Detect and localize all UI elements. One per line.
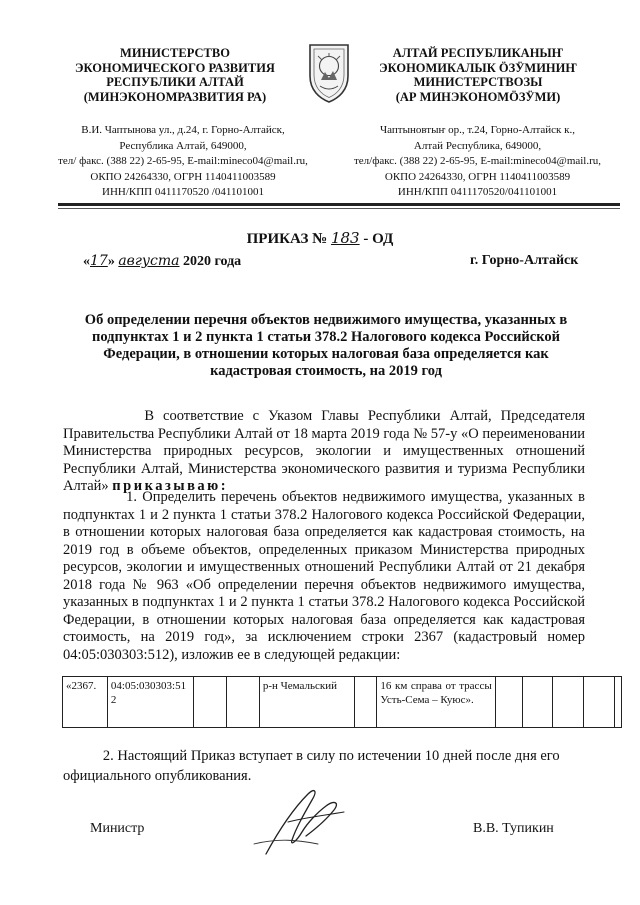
table-cell: [227, 677, 260, 728]
address-line: тел/ факс. (388 22) 2-65-95, E-mail:mineco04@mail.ru,: [58, 155, 308, 167]
address-line: ИНН/КПП 0411170520/041101001: [397, 186, 558, 198]
address-line: Республика Алтай, 649000,: [119, 139, 247, 152]
order-day: 17: [90, 253, 108, 269]
order-date-mid: »: [107, 254, 119, 269]
table-cell-location: 16 км справа от трассы Усть-Сема – Куюс».: [377, 677, 495, 728]
table-cell-district: р-н Чемальский: [259, 677, 354, 728]
preamble-paragraph: [63, 408, 585, 496]
letterhead-left-line: (МИНЭКОНОМРАЗВИТИЯ РА): [83, 89, 267, 104]
address-left: [52, 123, 314, 201]
address-line: ОКПО 24264330, ОГРН 1140411003589: [384, 170, 571, 183]
table-row: [63, 677, 622, 728]
table-cell: [194, 677, 227, 728]
order-title-prefix: ПРИКАЗ №: [246, 231, 331, 247]
address-line: ОКПО 24264330, ОГРН 1140411003589: [90, 170, 276, 183]
order-date-open: «: [83, 254, 90, 269]
address-line: В.И. Чаптынова ул., д.24, г. Горно-Алтайск,: [81, 124, 285, 136]
letterhead-divider: [58, 203, 620, 206]
address-line: ИНН/КПП 0411170520 /041101001: [102, 186, 264, 198]
order-city: г. Горно-Алтайск: [470, 253, 579, 268]
table-cell: [495, 677, 522, 728]
signatory-name: В.В. Тупикин: [473, 821, 554, 836]
order-date: [83, 253, 241, 270]
signatory-role: Министр: [90, 821, 145, 836]
table-cell: [354, 677, 377, 728]
item-1-text: 1. Определить перечень объектов недвижимого имущества, указанных в подпунктах 1 и 2 пункта 1 статьи 378.2 Налогового кодекса Российской Федерации, в отношении которых налоговая база определяется как кадастровая стоимость, на 2019 год в объеме объектов, определенных приказом Министерства природных ресурсов, экологии и имущественных отношений Республики Алтай от 21 декабря 2018 года № 963 «Об определении перечня объектов недвижимого имущества, указанных в подпунктах 1 и 2 пункта 1 статьи 378.2 Налогового кодекса Российской Федерации, в отношении которых налоговая база определяется как кадастровая стоимость, на 2019 год», за исключением строки 2367 (кадастровый номер 04:05:030303:512), изложив ее в следующей редакции:: [63, 489, 585, 663]
order-title: [0, 229, 640, 248]
order-title-suffix: - ОД: [359, 231, 394, 247]
item-2-paragraph: [63, 746, 588, 786]
address-line: тел/факс. (388 22) 2-65-95, E-mail:mineco04@mail.ru,: [353, 155, 602, 167]
order-subject: Об определении перечня объектов недвижимого имущества, указанных в подпунктах 1 и 2 пункта 1 статьи 378.2 Налогового кодекса Российской Федерации, в отношении которых налоговая база определяется как кадастровая стоимость, на 2019 год: [84, 312, 568, 379]
letterhead-right-line: ЭКОНОМИКАЛЫК ÖЗӰМИНИҤ: [379, 60, 577, 75]
table-cell: [522, 677, 553, 728]
item-2-text: 2. Настоящий Приказ вступает в силу по истечении 10 дней после дня его официального опубликования.: [63, 748, 560, 784]
orders-word: приказываю:: [112, 478, 229, 494]
table-cell-index: «2367.: [63, 677, 108, 728]
letterhead-divider-thin: [58, 208, 620, 209]
letterhead-right-line: АЛТАЙ РЕСПУБЛИКАНЫҤ: [392, 46, 564, 60]
order-year: 2020 года: [179, 254, 242, 269]
object-table: [62, 676, 622, 728]
table-cell: [584, 677, 615, 728]
preamble-text: В соответствие с Указом Главы Республики Алтай, Председателя Правительства Республики Алтай от 18 марта 2019 года № 57-у «О переименовании Министерства природных ресурсов, экологии и имущественных отношений Республики Алтай, Министерства экономического развития и туризма Республики Алтай»: [63, 408, 585, 494]
table-cell: [553, 677, 584, 728]
letterhead-left-line: ЭКОНОМИЧЕСКОГО РАЗВИТИЯ: [75, 60, 275, 75]
coat-of-arms-icon: [306, 42, 352, 104]
table-cell: [615, 677, 622, 728]
letterhead-right-line: (АР МИНЭКОНОМÖЗӰМИ): [395, 89, 561, 104]
item-1-paragraph: [63, 489, 585, 664]
letterhead-left-line: МИНИСТЕРСТВО: [120, 46, 230, 60]
address-line: Чаптыновтыҥ ор., т.24, Горно-Алтайск к.,: [380, 124, 575, 136]
letterhead-right-line: МИНИСТЕРСТВОЗЫ: [413, 75, 543, 89]
address-right: [335, 123, 620, 201]
table-cell-cadastral-number: 04:05:030303:512: [107, 677, 193, 728]
order-number: 183: [330, 229, 360, 247]
address-line: Алтай Республика, 649000,: [413, 139, 542, 152]
order-month: августа: [118, 253, 180, 269]
letterhead-left-line: РЕСПУБЛИКИ АЛТАЙ: [106, 75, 244, 89]
letterhead-right: [358, 46, 598, 104]
handwritten-signature-icon: [248, 782, 358, 862]
letterhead-left: [55, 46, 295, 104]
